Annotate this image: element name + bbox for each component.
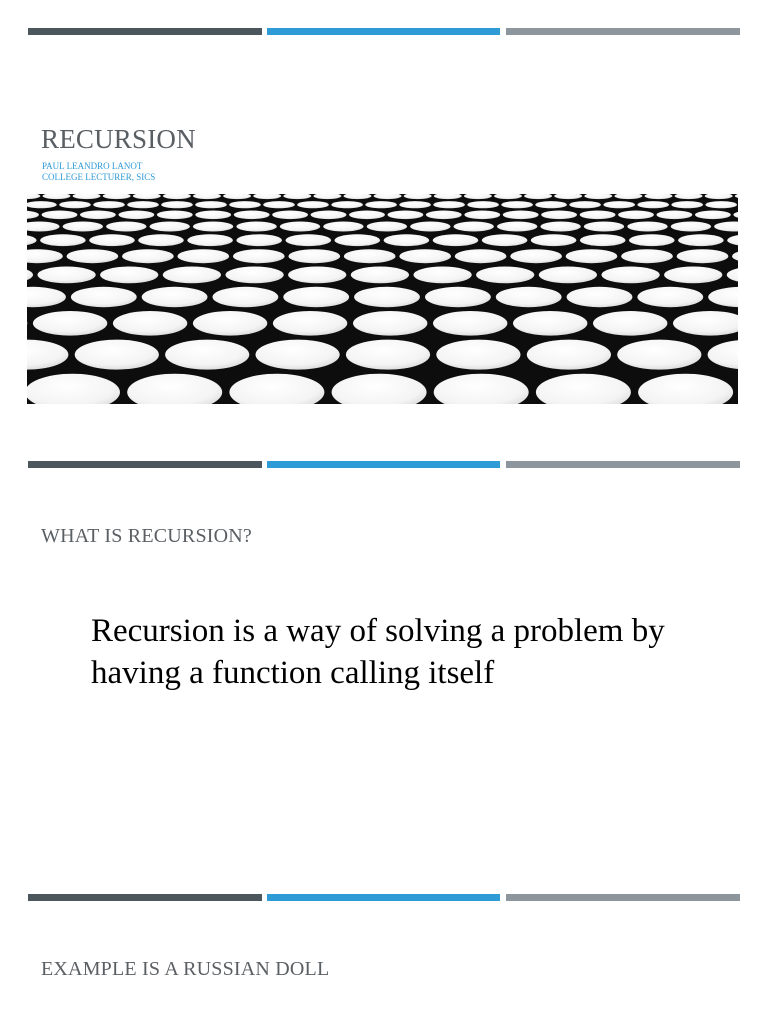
- disc-shape: [501, 201, 533, 208]
- disc-shape: [637, 287, 703, 307]
- disc-shape: [195, 201, 227, 208]
- disc-shape: [433, 201, 465, 208]
- disc-shape: [399, 249, 451, 263]
- disc-shape: [142, 287, 208, 307]
- disc-shape: [414, 267, 472, 284]
- disc-shape: [272, 211, 308, 220]
- disc-shape: [482, 234, 528, 246]
- disc-shape: [503, 211, 539, 220]
- disc-shape: [63, 222, 103, 232]
- disc-shape: [122, 249, 174, 263]
- disc-shape: [127, 201, 159, 208]
- disc-shape: [365, 201, 397, 208]
- top-bar-gray: [506, 461, 740, 468]
- disc-shape: [541, 211, 577, 220]
- disc-shape: [399, 201, 431, 208]
- disc-shape: [349, 211, 385, 220]
- disc-shape: [106, 222, 146, 232]
- disc-shape: [580, 211, 616, 220]
- disc-shape: [80, 211, 116, 220]
- disc-shape: [531, 234, 577, 246]
- disc-shape: [657, 211, 693, 220]
- disc-shape: [213, 287, 279, 307]
- disc-shape: [289, 249, 341, 263]
- disc-shape: [433, 234, 479, 246]
- disc-shape: [288, 267, 346, 284]
- disc-shape: [436, 340, 520, 370]
- disc-shape: [602, 267, 660, 284]
- disc-shape: [75, 340, 159, 370]
- disc-shape: [286, 234, 332, 246]
- top-bar-blue: [267, 28, 500, 35]
- disc-shape: [621, 249, 673, 263]
- disc-shape: [150, 222, 190, 232]
- disc-shape: [138, 234, 184, 246]
- disc-shape: [497, 222, 537, 232]
- disc-shape: [677, 249, 729, 263]
- author-role: COLLEGE LECTURER, SICS: [42, 172, 156, 182]
- top-bar-gray: [506, 894, 740, 901]
- disc-shape: [165, 340, 249, 370]
- disc-shape: [163, 267, 221, 284]
- disc-shape: [346, 340, 430, 370]
- disc-shape: [388, 211, 424, 220]
- top-bar-gray: [506, 28, 740, 35]
- disc-shape: [353, 311, 427, 336]
- top-bar-dark: [28, 894, 262, 901]
- top-bar-dark: [28, 28, 262, 35]
- disc-shape: [705, 201, 737, 208]
- disc-shape: [157, 211, 193, 220]
- disc-shape: [527, 340, 611, 370]
- disc-shape: [580, 234, 626, 246]
- disc-shape: [229, 201, 261, 208]
- disc-shape: [603, 201, 635, 208]
- disc-shape: [664, 267, 722, 284]
- hero-image: [27, 194, 738, 404]
- disc-shape: [71, 287, 137, 307]
- disc-shape: [593, 311, 667, 336]
- disc-shape: [637, 201, 669, 208]
- disc-shape: [464, 211, 500, 220]
- disc-shape: [367, 222, 407, 232]
- disc-shape: [161, 201, 193, 208]
- disc-shape: [569, 201, 601, 208]
- disc-shape: [455, 249, 507, 263]
- disc-shape: [678, 234, 724, 246]
- disc-shape: [566, 249, 618, 263]
- disc-shape: [113, 311, 187, 336]
- disc-shape: [425, 287, 491, 307]
- disc-shape: [695, 211, 731, 220]
- disc-shape: [671, 201, 703, 208]
- slide-title: RECURSION: [41, 124, 196, 154]
- disc-shape: [384, 234, 430, 246]
- disc-shape: [42, 211, 78, 220]
- disc-shape: [331, 201, 363, 208]
- disc-shape: [178, 249, 230, 263]
- disc-shape: [496, 287, 562, 307]
- top-bar-blue: [267, 894, 500, 901]
- disc-shape: [40, 234, 86, 246]
- disc-shape: [280, 222, 320, 232]
- disc-shape: [226, 267, 284, 284]
- disc-shape: [59, 201, 91, 208]
- disc-shape: [629, 234, 675, 246]
- disc-shape: [510, 249, 562, 263]
- disc-shape: [627, 222, 667, 232]
- disc-shape: [539, 267, 597, 284]
- disc-shape: [193, 311, 267, 336]
- disc-shape: [234, 211, 270, 220]
- disc-shape: [273, 311, 347, 336]
- author-name: PAUL LEANDRO LANOT: [42, 161, 143, 171]
- disc-shape: [256, 340, 340, 370]
- disc-shape: [426, 211, 462, 220]
- top-bar-blue: [267, 461, 500, 468]
- disc-shape: [89, 234, 135, 246]
- disc-shape: [513, 311, 587, 336]
- disc-shape: [540, 222, 580, 232]
- disc-shape: [467, 201, 499, 208]
- disc-shape: [297, 201, 329, 208]
- disc-shape: [454, 222, 494, 232]
- disc-shape: [100, 267, 158, 284]
- disc-shape: [323, 222, 363, 232]
- disc-shape: [344, 249, 396, 263]
- disc-shape: [433, 311, 507, 336]
- top-bar-dark: [28, 461, 262, 468]
- slide-title: WHAT IS RECURSION?: [41, 525, 253, 547]
- disc-shape: [476, 267, 534, 284]
- disc-shape: [618, 211, 654, 220]
- disc-shape: [33, 311, 107, 336]
- disc-shape: [283, 287, 349, 307]
- disc-shape: [38, 267, 96, 284]
- slide-body-text: Recursion is a way of solving a problem by having a function calling itself: [91, 613, 665, 691]
- disc-shape: [236, 234, 282, 246]
- disc-shape: [236, 222, 276, 232]
- disc-shape: [67, 249, 119, 263]
- disc-shape: [671, 222, 711, 232]
- disc-shape: [410, 222, 450, 232]
- disc-shape: [567, 287, 633, 307]
- disc-shape: [335, 234, 381, 246]
- disc-shape: [584, 222, 624, 232]
- disc-shape: [119, 211, 155, 220]
- disc-shape: [93, 201, 125, 208]
- disc-shape: [617, 340, 701, 370]
- disc-shape: [233, 249, 285, 263]
- disc-shape: [193, 222, 233, 232]
- slide-title: EXAMPLE IS A RUSSIAN DOLL: [41, 958, 330, 980]
- disc-shape: [187, 234, 233, 246]
- disc-shape: [263, 201, 295, 208]
- disc-shape: [311, 211, 347, 220]
- disc-shape: [351, 267, 409, 284]
- disc-shape: [535, 201, 567, 208]
- disc-shape: [195, 211, 231, 220]
- disc-shape: [354, 287, 420, 307]
